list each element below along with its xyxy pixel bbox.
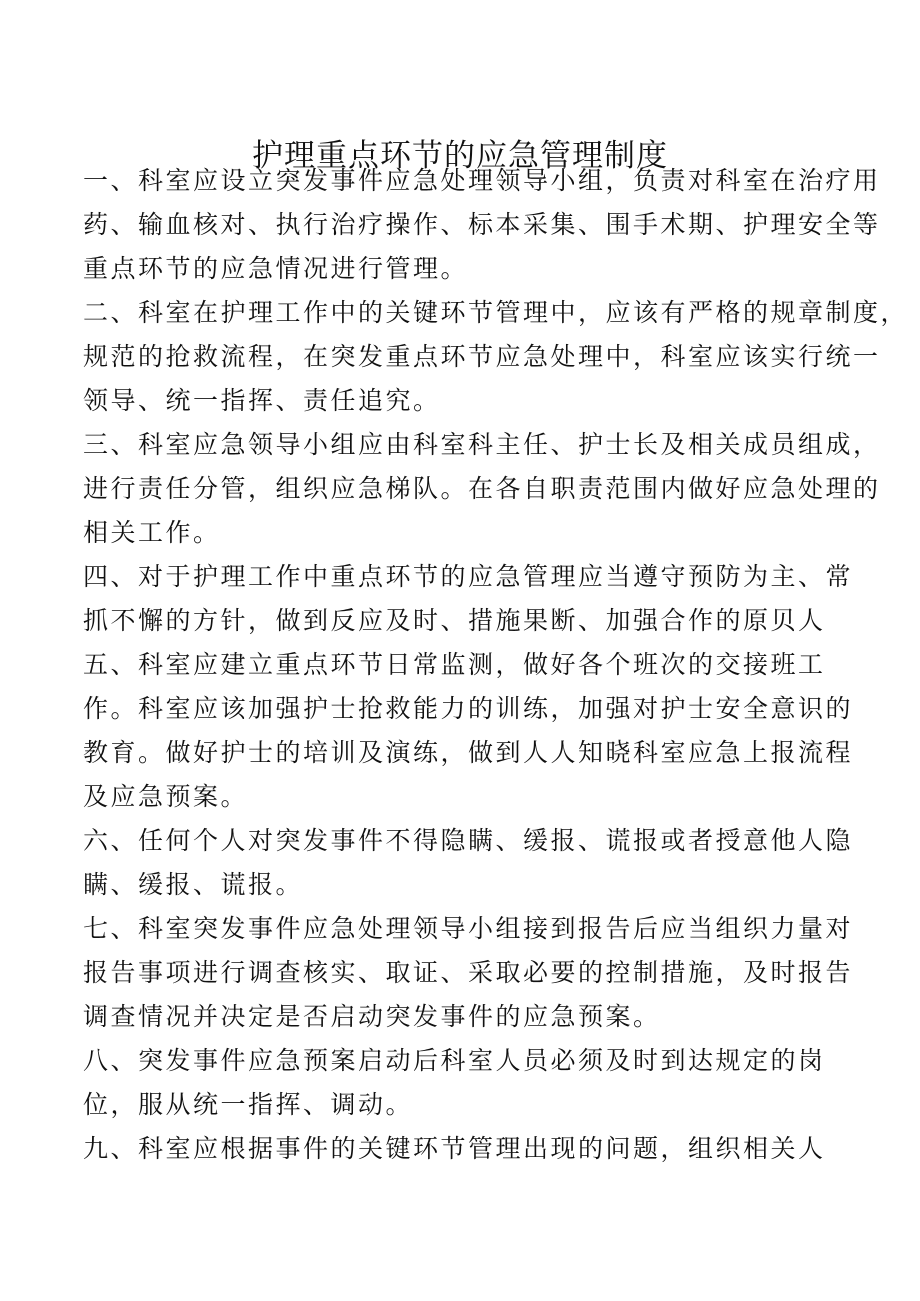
text-line: 报告事项进行调查核实、取证、采取必要的控制措施，及时报告 bbox=[83, 958, 854, 987]
text-line: 九、科室应根据事件的关键环节管理出现的问题，组织相关人 bbox=[83, 1134, 826, 1163]
text-line: 二、科室在护理工作中的关键环节管理中，应该有严格的规章制度， bbox=[83, 298, 909, 327]
text-line: 药、输血核对、执行治疗操作、标本采集、围手术期、护理安全等 bbox=[83, 210, 881, 239]
text-line: 位，服从统一指挥、调动。 bbox=[83, 1090, 414, 1119]
text-line: 进行责任分管，组织应急梯队。在各自职责范围内做好应急处理的 bbox=[83, 474, 881, 503]
text-line: 重点环节的应急情况进行管理。 bbox=[83, 254, 469, 283]
text-line: 及应急预案。 bbox=[83, 782, 249, 811]
text-line: 作。科室应该加强护士抢救能力的训练，加强对护士安全意识的 bbox=[83, 694, 854, 723]
text-line: 八、突发事件应急预案启动后科室人员必须及时到达规定的岗 bbox=[83, 1046, 826, 1075]
text-line: 规范的抢救流程，在突发重点环节应急处理中，科室应该实行统一 bbox=[83, 342, 881, 371]
text-line: 六、任何个人对突发事件不得隐瞒、缓报、谎报或者授意他人隐 bbox=[83, 826, 854, 855]
text-line: 五、科室应建立重点环节日常监测，做好各个班次的交接班工 bbox=[83, 650, 826, 679]
text-line: 一、科室应设立突发事件应急处理领导小组，负责对科室在治疗用 bbox=[83, 166, 881, 195]
text-line: 四、对于护理工作中重点环节的应急管理应当遵守预防为主、常 bbox=[83, 562, 854, 591]
text-line: 七、科室突发事件应急处理领导小组接到报告后应当组织力量对 bbox=[83, 914, 854, 943]
text-line: 调查情况并决定是否启动突发事件的应急预案。 bbox=[83, 1002, 661, 1031]
text-line: 瞒、缓报、谎报。 bbox=[83, 870, 304, 899]
document-title: 护理重点环节的应急管理制度 bbox=[252, 137, 668, 174]
text-line: 教育。做好护士的培训及演练，做到人人知晓科室应急上报流程 bbox=[83, 738, 854, 767]
text-line: 领导、统一指挥、责任追究。 bbox=[83, 386, 441, 415]
text-line: 抓不懈的方针，做到反应及时、措施果断、加强合作的原贝人 bbox=[83, 606, 826, 635]
text-line: 三、科室应急领导小组应由科室科主任、护士长及相关成员组成， bbox=[83, 430, 881, 459]
text-line: 相关工作。 bbox=[83, 518, 221, 547]
